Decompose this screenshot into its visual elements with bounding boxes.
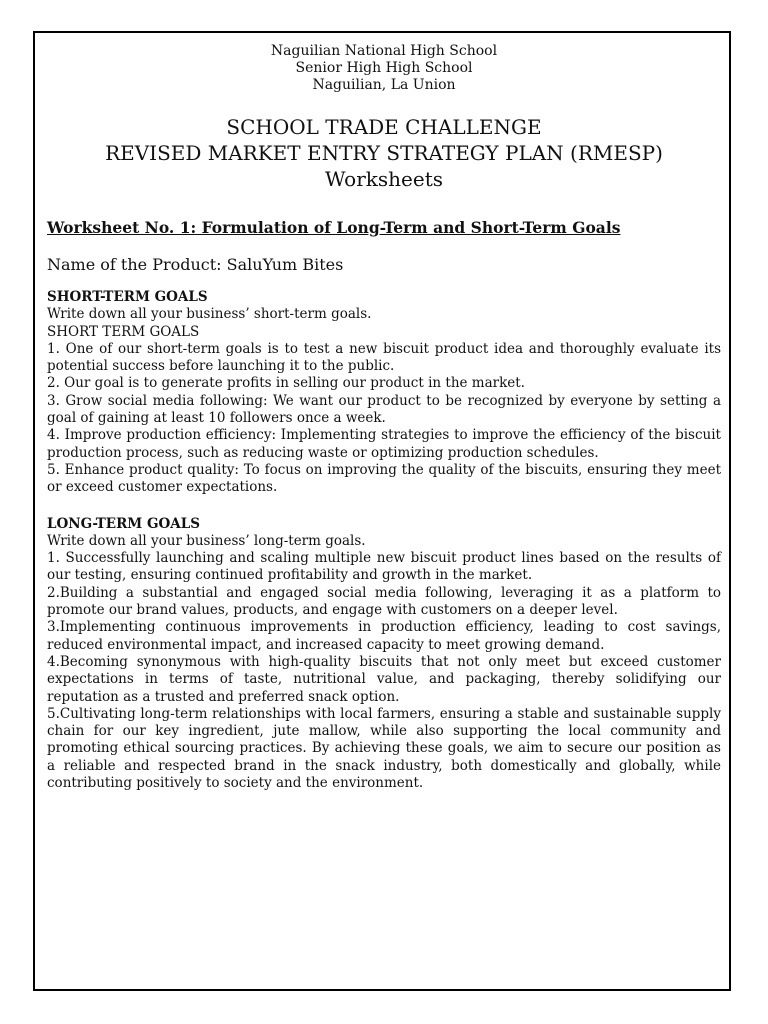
title-line-2: REVISED MARKET ENTRY STRATEGY PLAN (RMESP) bbox=[105, 141, 663, 165]
product-name-line: Name of the Product: SaluYum Bites bbox=[47, 255, 344, 274]
document-title bbox=[47, 114, 721, 192]
short-term-goal-2: 2. Our goal is to generate profits in selling our product in the market. bbox=[47, 375, 525, 392]
document-content bbox=[47, 43, 721, 792]
long-term-goal-2: 2.Building a substantial and engaged social media following, leveraging it as a platform to promote our brand values, products, and engage with customers on a deeper level. bbox=[47, 584, 721, 619]
long-term-goal-4: 4.Becoming synonymous with high-quality biscuits that not only meet but exceed customer expectations in terms of taste, nutritional value, and packaging, thereby solidifying our reputation as a trusted and preferred snack option. bbox=[47, 653, 721, 705]
short-term-goal-4: 4. Improve production efficiency: Implementing strategies to improve the efficiency of the biscuit production process, such as reducing waste or optimizing production schedules. bbox=[47, 427, 721, 461]
school-name: Naguilian National High School bbox=[270, 43, 498, 59]
short-term-goal-3: 3. Grow social media following: We want our product to be recognized by everyone by setting a goal of gaining at least 10 followers once a week. bbox=[47, 392, 721, 427]
school-level: Senior High High School bbox=[295, 60, 473, 76]
title-line-3: Worksheets bbox=[324, 167, 444, 191]
short-term-instruction: Write down all your business’ short-term goals. bbox=[47, 306, 372, 323]
long-term-goal-3: 3.Implementing continuous improvements in production efficiency, leading to cost savings, reduced environmental impact, and increased capacity to meet growing demand. bbox=[47, 619, 721, 653]
short-term-goal-1: 1. One of our short-term goals is to test a new biscuit product idea and thoroughly evaluate its potential success before launching it to the public. bbox=[47, 340, 721, 375]
long-term-instruction: Write down all your business’ long-term goals. bbox=[47, 532, 366, 549]
short-term-goal-5: 5. Enhance product quality: To focus on improving the quality of the biscuits, ensuring they meet or exceed customer expectations. bbox=[47, 461, 721, 496]
worksheet-heading: Worksheet No. 1: Formulation of Long-Term and Short-Term Goals bbox=[47, 218, 621, 237]
school-header bbox=[47, 43, 721, 94]
short-term-section bbox=[47, 289, 721, 497]
short-term-subheading: SHORT TERM GOALS bbox=[47, 323, 200, 340]
long-term-goal-5: 5.Cultivating long-term relationships with local farmers, ensuring a stable and sustainable supply chain for our key ingredient, jute mallow, while also supporting the local community and promoting ethical sourcing practices. By achieving these goals, we aim to secure our position as a reliable and respected brand in the snack industry, both domestically and globally, while contributing positively to society and the environment. bbox=[47, 705, 721, 792]
short-term-heading: SHORT-TERM GOALS bbox=[47, 289, 208, 305]
title-line-1: SCHOOL TRADE CHALLENGE bbox=[226, 115, 542, 139]
long-term-goal-1: 1. Successfully launching and scaling multiple new biscuit product lines based on the results of our testing, ensuring continued profitability and growth in the market. bbox=[47, 550, 721, 584]
school-location: Naguilian, La Union bbox=[312, 77, 456, 93]
long-term-heading: LONG-TERM GOALS bbox=[47, 515, 200, 532]
long-term-section bbox=[47, 516, 721, 793]
